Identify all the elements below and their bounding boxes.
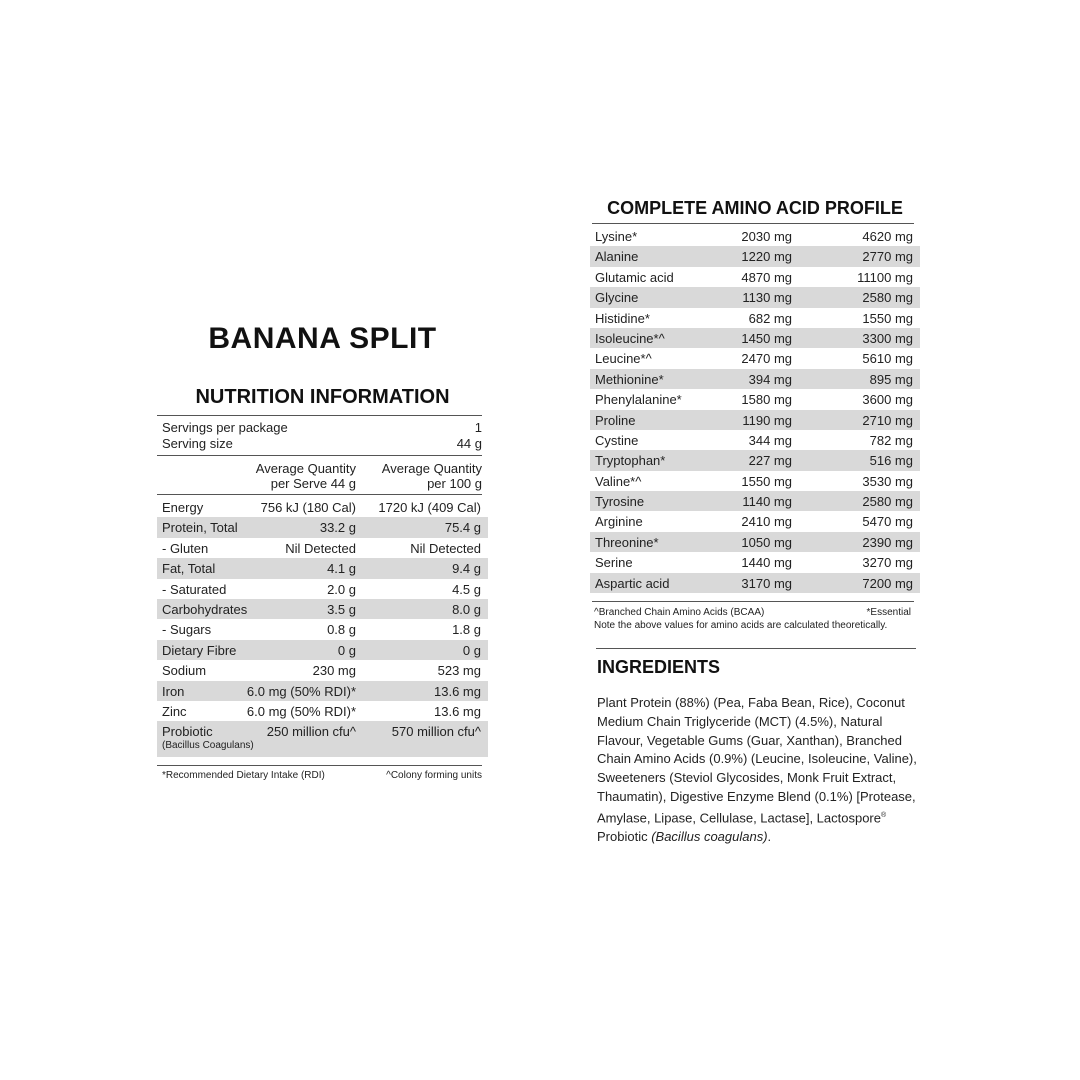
per-serve-value: 1550 mg	[741, 473, 792, 489]
per-100g-value: 5610 mg	[862, 351, 913, 367]
per-serve-value: 2.0 g	[327, 581, 356, 597]
per-serve-value: 1050 mg	[741, 534, 792, 550]
nutrient-name: Iron	[162, 683, 185, 699]
table-row	[590, 389, 920, 409]
divider	[157, 494, 482, 495]
table-row	[157, 640, 488, 660]
per-serve-value: 1580 mg	[741, 392, 792, 408]
table-row	[157, 538, 488, 558]
table-row	[157, 721, 488, 757]
per-100g-value: 75.4 g	[444, 520, 481, 536]
per-100g-value: 570 million cfu^	[391, 724, 481, 740]
per-100g-value: 2770 mg	[862, 249, 913, 265]
amino-name: Threonine*	[595, 534, 659, 550]
nutrient-subtitle: (Bacillus Coagulans)	[162, 740, 254, 752]
nutrient-name: - Sugars	[162, 622, 212, 638]
nutrient-name: Protein, Total	[162, 520, 238, 536]
per-serve-value: 1220 mg	[741, 249, 792, 265]
per-serve-value: 33.2 g	[319, 520, 356, 536]
per-100g-value: 1550 mg	[862, 310, 913, 326]
amino-heading: COMPLETE AMINO ACID PROFILE	[607, 198, 903, 218]
amino-name: Cystine	[595, 432, 639, 448]
per-100g-value: 4620 mg	[862, 229, 913, 244]
per-serve-value: 6.0 mg (50% RDI)*	[246, 683, 356, 699]
nutrient-name: Fat, Total	[162, 561, 216, 577]
table-row	[157, 517, 488, 537]
amino-name: Leucine*^	[595, 351, 652, 367]
amino-table	[590, 226, 920, 593]
table-row	[590, 511, 920, 531]
table-row	[590, 552, 920, 572]
per-serve-value: 756 kJ (180 Cal)	[260, 500, 356, 515]
nutrient-name: Zinc	[162, 703, 187, 719]
per-serve-value: 682 mg	[748, 310, 792, 326]
per-serve-value: 0 g	[337, 642, 356, 658]
divider	[592, 223, 914, 224]
per-100g-value: 0 g	[462, 642, 481, 658]
serving-size-label: Serving size	[162, 436, 233, 451]
amino-name: Lysine*	[595, 229, 638, 244]
nutrient-name: - Gluten	[162, 540, 209, 556]
amino-name: Serine	[595, 555, 633, 571]
per-serve-value: 394 mg	[748, 371, 792, 387]
amino-name: Alanine	[595, 249, 639, 265]
table-row	[590, 471, 920, 491]
per-serve-value: 1450 mg	[741, 330, 792, 346]
table-row	[590, 573, 920, 593]
per-100g-value: Nil Detected	[410, 540, 481, 556]
table-row	[590, 267, 920, 287]
table-row	[157, 660, 488, 680]
per-serve-value: 344 mg	[748, 432, 792, 448]
per-serve-value: 4870 mg	[741, 269, 792, 285]
amino-name: Methionine*	[595, 371, 664, 387]
amino-name: Tryptophan*	[595, 453, 666, 469]
table-row	[157, 701, 488, 721]
per-100g-value: 1.8 g	[452, 622, 481, 638]
divider	[596, 648, 916, 649]
nutrient-name: Carbohydrates	[162, 601, 248, 617]
divider	[157, 455, 482, 456]
per-serve-value: 1130 mg	[742, 290, 792, 306]
amino-theory-note: Note the above values for amino acids are calculated theoretically.	[594, 620, 888, 631]
per-100g-value: 5470 mg	[862, 514, 913, 530]
per-serve-value: 1190 mg	[742, 412, 792, 428]
table-row	[590, 246, 920, 266]
per-100g-value: 11100 mg	[857, 269, 913, 285]
table-row	[157, 681, 488, 701]
amino-name: Tyrosine	[595, 494, 645, 510]
table-row	[590, 328, 920, 348]
bcaa-note: ^Branched Chain Amino Acids (BCAA)	[594, 607, 765, 618]
per-100g-value: 2710 mg	[862, 412, 913, 428]
servings-per-package-label: Servings per package	[162, 420, 288, 435]
per-100g-value: 2580 mg	[862, 494, 913, 510]
nutrient-name: Energy	[162, 500, 204, 515]
per-serve-column-header: Average Quantity per Serve 44 g	[255, 461, 356, 491]
table-row	[590, 287, 920, 307]
amino-name: Proline	[595, 412, 636, 428]
footnote-rdi: *Recommended Dietary Intake (RDI)	[162, 770, 325, 781]
per-serve-value: 0.8 g	[327, 622, 356, 638]
per-serve-value: 227 mg	[748, 453, 792, 469]
table-row	[590, 491, 920, 511]
nutrition-table	[157, 497, 488, 757]
per-100g-value: 13.6 mg	[434, 683, 481, 699]
nutrient-name: Dietary Fibre	[162, 642, 237, 658]
amino-name: Histidine*	[595, 310, 650, 326]
table-row	[590, 532, 920, 552]
per-serve-value: 230 mg	[312, 663, 356, 679]
ingredients-text: Plant Protein (88%) (Pea, Faba Bean, Rice), Coconut Medium Chain Triglyceride (MCT) (4.5%), Natural Flavour, Vegetable Gums (Guar, Xanthan), Branched Chain Amino Acids (0.9%) (Leucine, Isoleucine, Valine), Sweeteners (Steviol Glycosides, Monk Fruit Extract, Thaumatin), Digestive Enzyme Blend (0.1%) [Protease, Amylase, Lipase, Cellulase, Lactase], Lactospore® Probiotic (Bacillus coagulans).	[597, 695, 917, 844]
essential-note: *Essential	[866, 607, 911, 618]
per-100g-column-header: Average Quantity per 100 g	[381, 461, 482, 491]
amino-name: Glycine	[595, 290, 639, 306]
per-serve-value: 1140 mg	[742, 494, 792, 510]
per-100g-value: 13.6 mg	[434, 703, 481, 719]
per-100g-value: 2580 mg	[862, 290, 913, 306]
per-serve-value: 2470 mg	[741, 351, 792, 367]
per-serve-value: 2410 mg	[741, 514, 792, 530]
per-100g-value: 1720 kJ (409 Cal)	[378, 500, 481, 515]
divider	[157, 765, 482, 766]
amino-name: Valine*^	[595, 473, 642, 489]
table-row	[590, 369, 920, 389]
per-serve-value: 6.0 mg (50% RDI)*	[246, 703, 356, 719]
table-row	[590, 226, 920, 246]
serving-size-value: 44 g	[456, 436, 482, 451]
per-100g-value: 2390 mg	[862, 534, 913, 550]
table-row	[157, 619, 488, 639]
per-100g-value: 8.0 g	[452, 601, 481, 617]
product-title: BANANA SPLIT	[208, 322, 437, 355]
amino-name: Isoleucine*^	[595, 330, 665, 346]
amino-name: Glutamic acid	[595, 269, 674, 285]
servings-per-package-row	[162, 420, 482, 435]
per-100g-value: 782 mg	[869, 432, 913, 448]
per-serve-value: Nil Detected	[285, 540, 356, 556]
per-100g-value: 895 mg	[869, 371, 913, 387]
table-row	[157, 579, 488, 599]
footnote-cfu: ^Colony forming units	[386, 770, 482, 781]
per-serve-value: 2030 mg	[741, 229, 792, 244]
nutrition-heading: NUTRITION INFORMATION	[195, 386, 450, 408]
per-serve-value: 4.1 g	[327, 561, 356, 577]
per-100g-value: 3300 mg	[862, 330, 913, 346]
per-100g-value: 3600 mg	[862, 392, 913, 408]
servings-per-package-value: 1	[474, 420, 482, 435]
per-100g-value: 9.4 g	[452, 561, 481, 577]
per-serve-value: 1440 mg	[741, 555, 792, 571]
per-serve-value: 250 million cfu^	[266, 724, 356, 740]
amino-name: Arginine	[595, 514, 643, 530]
nutrient-name: - Saturated	[162, 581, 227, 597]
table-row	[157, 497, 488, 517]
per-serve-value: 3.5 g	[327, 601, 356, 617]
table-row	[157, 558, 488, 578]
table-row	[590, 450, 920, 470]
table-row	[590, 348, 920, 368]
table-row	[157, 599, 488, 619]
amino-name: Aspartic acid	[595, 575, 670, 591]
per-100g-value: 3270 mg	[862, 555, 913, 571]
nutrient-name: Probiotic (Bacillus Coagulans)	[162, 724, 254, 752]
per-serve-value: 3170 mg	[741, 575, 792, 591]
trademark-symbol: ®	[881, 811, 887, 819]
divider	[157, 415, 482, 416]
per-100g-value: 523 mg	[437, 663, 481, 679]
per-100g-value: 3530 mg	[862, 473, 913, 489]
amino-name: Phenylalanine*	[595, 392, 682, 408]
per-100g-value: 516 mg	[869, 453, 913, 469]
per-100g-value: 7200 mg	[862, 575, 913, 591]
per-100g-value: 4.5 g	[452, 581, 481, 597]
ingredients-heading: INGREDIENTS	[597, 657, 721, 677]
table-row	[590, 430, 920, 450]
table-row	[590, 308, 920, 328]
nutrient-name: Sodium	[162, 663, 207, 679]
serving-size-row	[162, 436, 482, 451]
divider	[592, 601, 914, 602]
table-row	[590, 410, 920, 430]
